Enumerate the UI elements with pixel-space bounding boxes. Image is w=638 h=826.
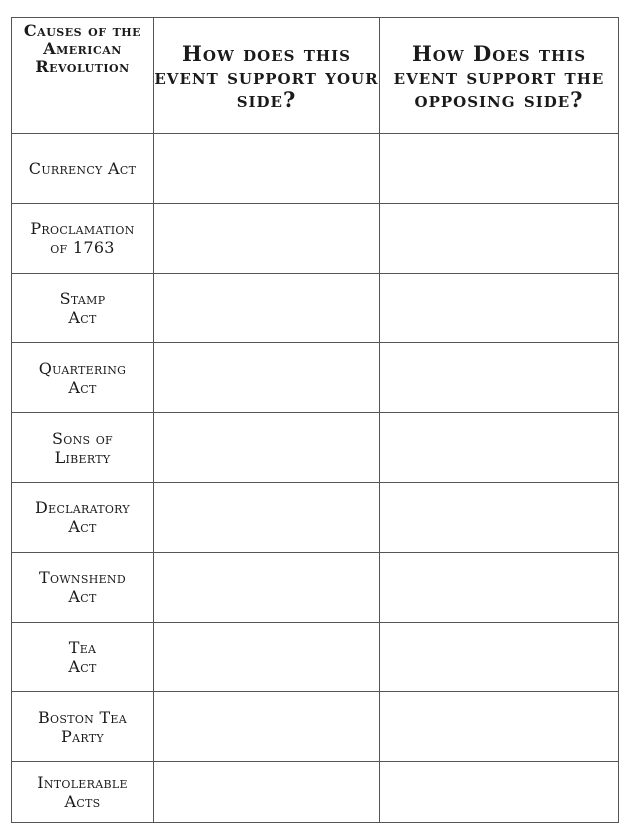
- table-row: [12, 343, 619, 413]
- table-row: [12, 203, 619, 273]
- cause-label: Tea Act: [12, 622, 154, 692]
- your-side-answer-cell[interactable]: [154, 622, 380, 692]
- your-side-answer-cell[interactable]: [154, 134, 380, 204]
- table-row: [12, 273, 619, 343]
- table-row: [12, 692, 619, 762]
- header-your-side: How does this event support your side?: [154, 18, 380, 134]
- table-row: [12, 134, 619, 204]
- your-side-answer-cell[interactable]: [154, 273, 380, 343]
- opposing-side-answer-cell[interactable]: [380, 203, 619, 273]
- cause-label: Quartering Act: [12, 343, 154, 413]
- opposing-side-answer-cell[interactable]: [380, 552, 619, 622]
- opposing-side-answer-cell[interactable]: [380, 622, 619, 692]
- header-row: [12, 18, 619, 134]
- your-side-answer-cell[interactable]: [154, 552, 380, 622]
- opposing-side-answer-cell[interactable]: [380, 482, 619, 552]
- cause-label: Declaratory Act: [12, 482, 154, 552]
- table-row: [12, 622, 619, 692]
- causes-worksheet-table: [11, 17, 619, 823]
- your-side-answer-cell[interactable]: [154, 482, 380, 552]
- table-row: [12, 482, 619, 552]
- table-row: [12, 762, 619, 823]
- cause-label: Proclamation of 1763: [12, 203, 154, 273]
- cause-label: Stamp Act: [12, 273, 154, 343]
- table-row: [12, 413, 619, 483]
- cause-label: Boston Tea Party: [12, 692, 154, 762]
- opposing-side-answer-cell[interactable]: [380, 692, 619, 762]
- your-side-answer-cell[interactable]: [154, 343, 380, 413]
- table-row: [12, 552, 619, 622]
- opposing-side-answer-cell[interactable]: [380, 762, 619, 823]
- cause-label: Sons of Liberty: [12, 413, 154, 483]
- your-side-answer-cell[interactable]: [154, 762, 380, 823]
- opposing-side-answer-cell[interactable]: [380, 343, 619, 413]
- header-causes: Causes of the American Revolution: [12, 18, 154, 134]
- your-side-answer-cell[interactable]: [154, 413, 380, 483]
- header-opposing-side: How Does this event support the opposing side?: [380, 18, 619, 134]
- your-side-answer-cell[interactable]: [154, 203, 380, 273]
- opposing-side-answer-cell[interactable]: [380, 273, 619, 343]
- opposing-side-answer-cell[interactable]: [380, 413, 619, 483]
- opposing-side-answer-cell[interactable]: [380, 134, 619, 204]
- cause-label: Townshend Act: [12, 552, 154, 622]
- cause-label: Currency Act: [12, 134, 154, 204]
- your-side-answer-cell[interactable]: [154, 692, 380, 762]
- cause-label: Intolerable Acts: [12, 762, 154, 823]
